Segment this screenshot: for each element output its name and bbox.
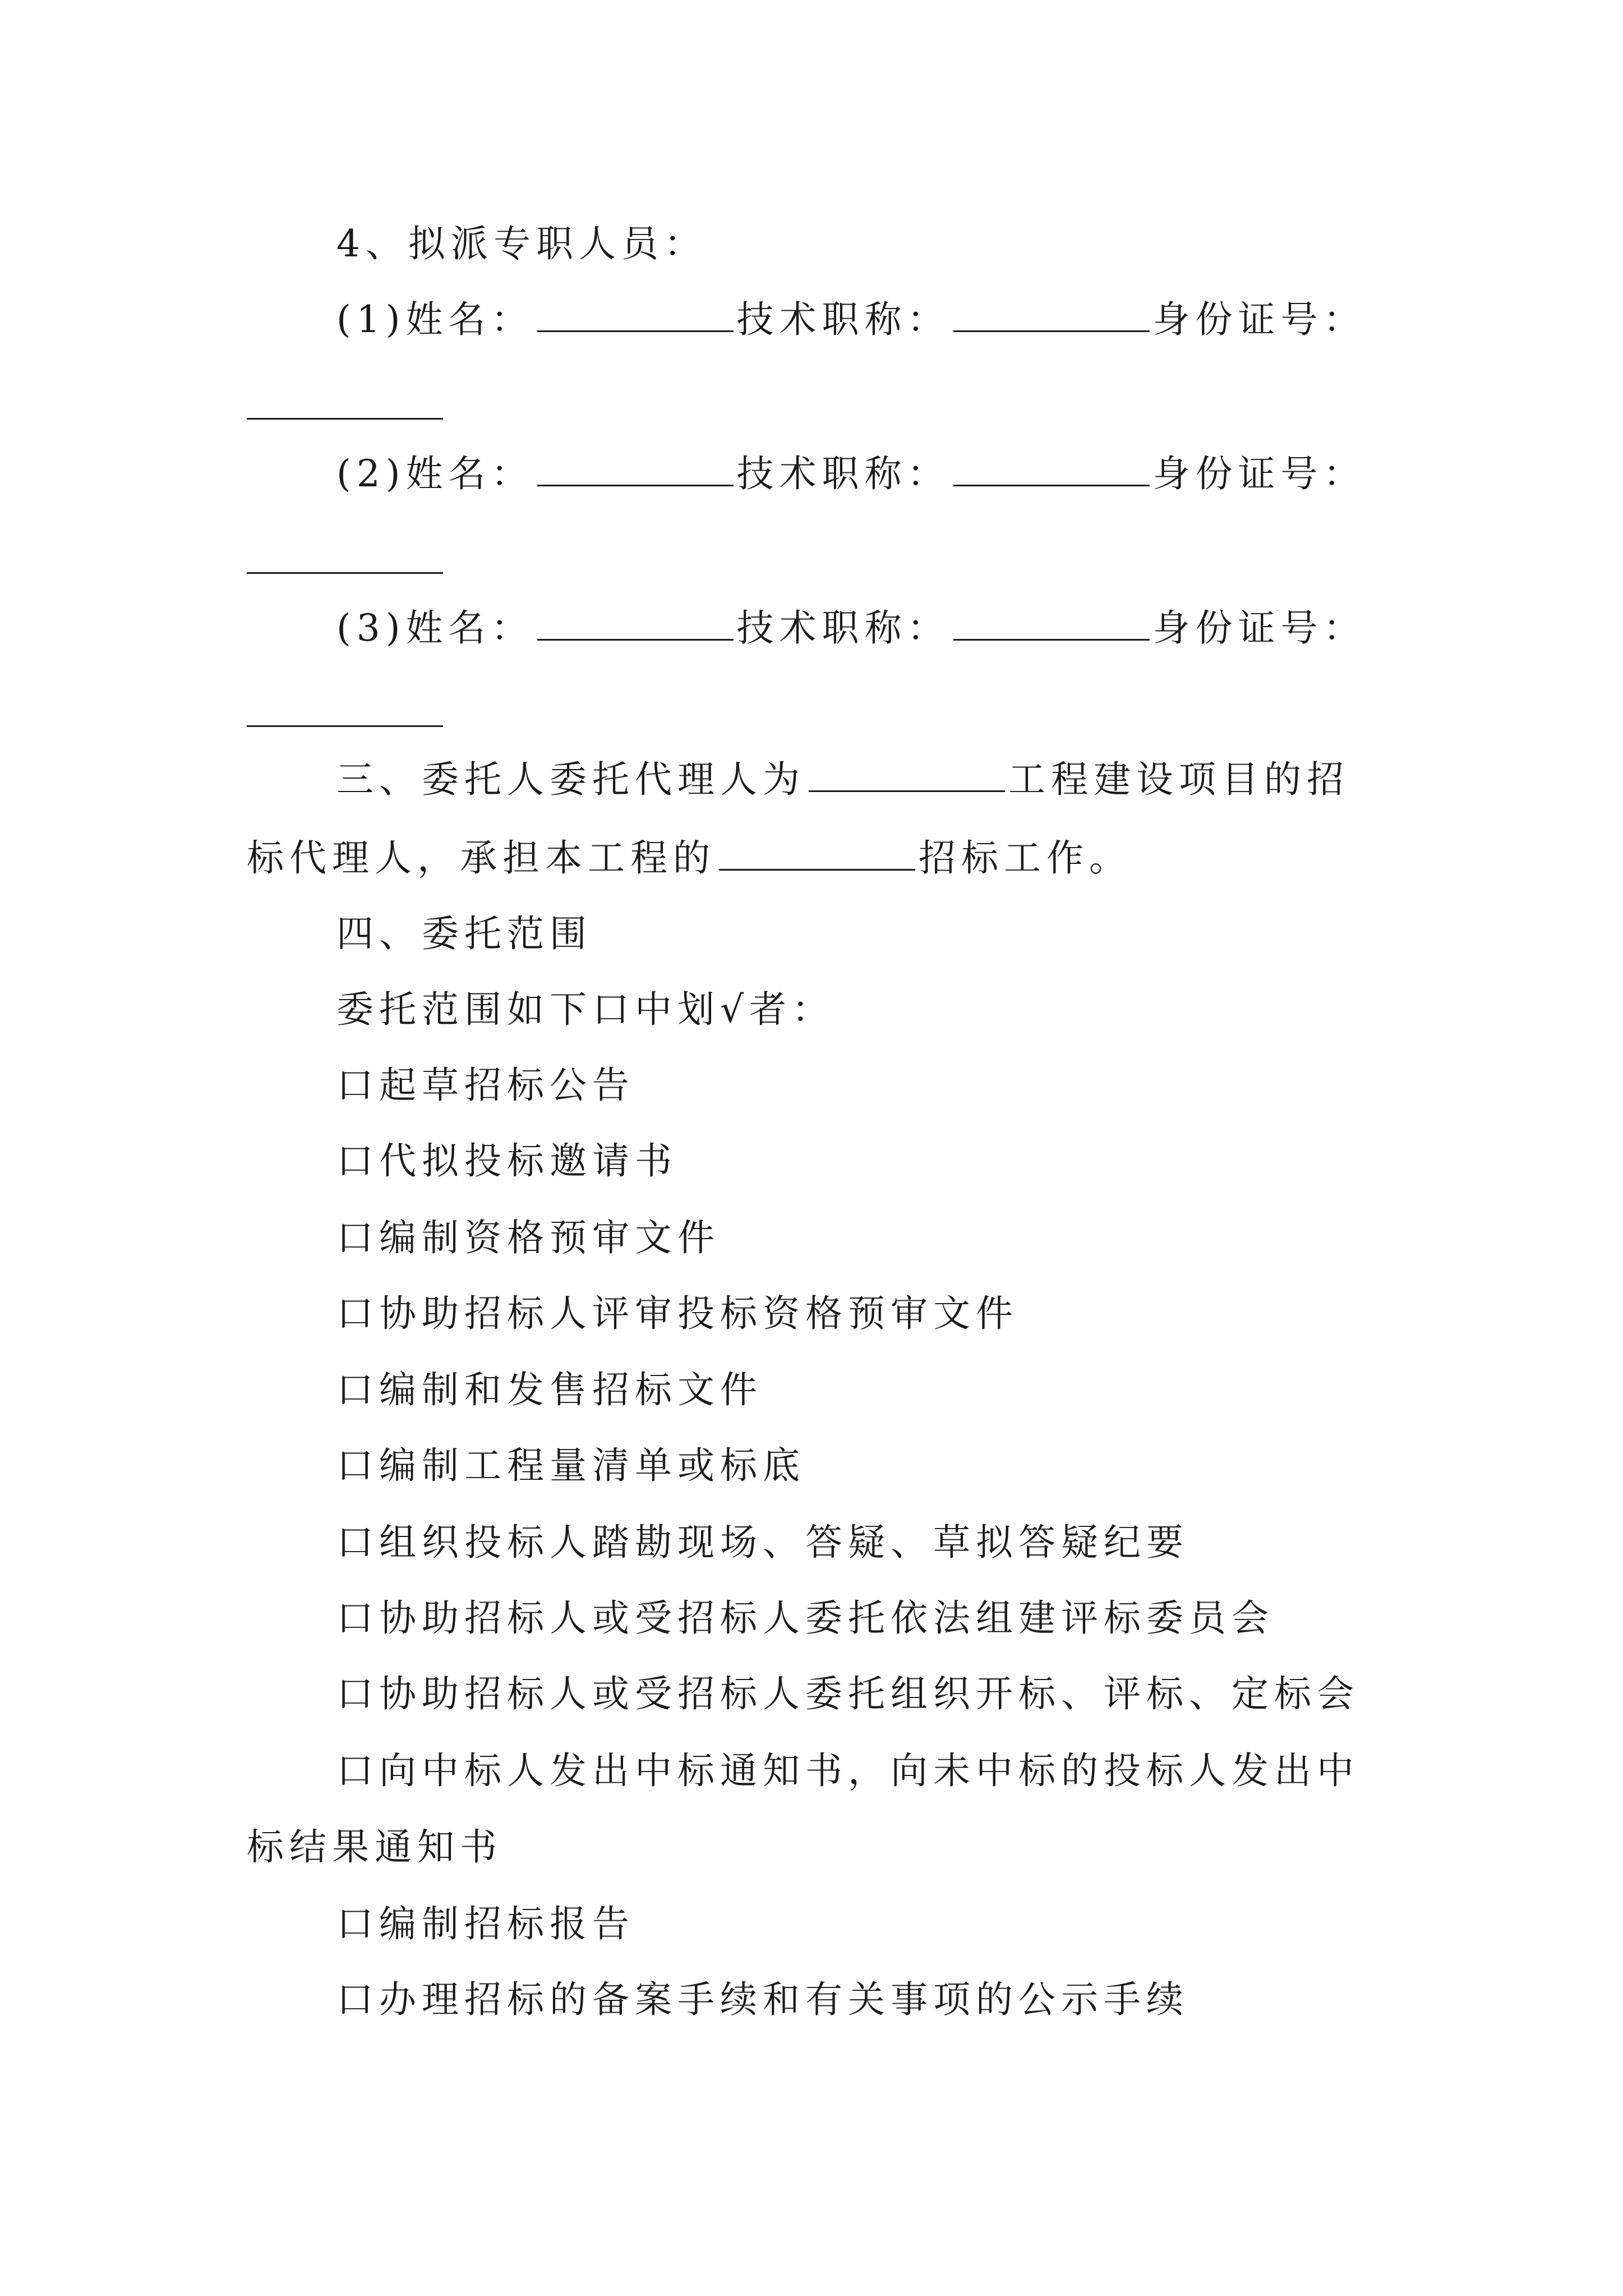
scope-item-wrap-1: 口向中标人发出中标通知书，向未中标的投标人发出中 xyxy=(336,1749,1359,1792)
section3-text-1: 三、委托人委托代理人为 xyxy=(336,758,805,801)
id-blank[interactable] xyxy=(247,725,443,727)
person-prefix: (1) xyxy=(336,298,406,341)
person-prefix: (3) xyxy=(336,606,406,650)
name-blank[interactable] xyxy=(537,605,734,641)
section3-text-4: 招标工作。 xyxy=(919,836,1132,880)
scope-item: 口协助招标人评审投标资格预审文件 xyxy=(336,1292,1018,1335)
section3-text-3: 标代理人，承担本工程的 xyxy=(247,836,716,880)
scope-item: 口编制和发售招标文件 xyxy=(336,1368,763,1411)
project-blank[interactable] xyxy=(809,757,1005,792)
id-label: 身份证号： xyxy=(1152,452,1366,495)
scope-item-wrap-2: 标结果通知书 xyxy=(247,1825,502,1869)
name-label: 姓名： xyxy=(405,606,534,650)
title-blank[interactable] xyxy=(953,297,1150,332)
scope-item: 口协助招标人或受招标人委托组织开标、评标、定标会 xyxy=(336,1672,1359,1715)
person-row-2 xyxy=(336,446,1366,502)
scope-item: 口协助招标人或受招标人委托依法组建评标委员会 xyxy=(336,1596,1274,1640)
scope-item: 口代拟投标邀请书 xyxy=(336,1139,677,1182)
scope-blank[interactable] xyxy=(719,835,915,871)
id-label: 身份证号： xyxy=(1152,298,1366,341)
section3-line1 xyxy=(336,752,1349,808)
scope-item: 口编制资格预审文件 xyxy=(336,1216,720,1259)
scope-item: 口编制工程量清单或标底 xyxy=(336,1444,805,1487)
name-label: 姓名： xyxy=(405,298,534,341)
title-label: 技术职称： xyxy=(736,452,950,495)
scope-intro: 委托范围如下口中划√者： xyxy=(336,988,835,1031)
title-blank[interactable] xyxy=(953,451,1150,486)
person-prefix: (2) xyxy=(336,452,406,495)
id-label: 身份证号： xyxy=(1152,606,1366,650)
name-blank[interactable] xyxy=(537,297,734,332)
section3-text-2: 工程建设项目的招 xyxy=(1008,758,1349,801)
scope-item: 口组织投标人踏勘现场、答疑、草拟答疑纪要 xyxy=(336,1521,1189,1564)
section4-heading: 四、委托范围 xyxy=(336,912,592,955)
person-row-3 xyxy=(336,600,1366,656)
name-label: 姓名： xyxy=(405,452,534,495)
scope-item: 口起草招标公告 xyxy=(336,1064,635,1107)
section3-line2 xyxy=(247,830,1132,886)
name-blank[interactable] xyxy=(537,451,734,486)
title-label: 技术职称： xyxy=(736,298,950,341)
id-blank[interactable] xyxy=(247,572,443,574)
title-blank[interactable] xyxy=(953,605,1150,641)
person-row-1 xyxy=(336,292,1366,348)
scope-item: 口编制招标报告 xyxy=(336,1902,635,1945)
id-blank[interactable] xyxy=(247,418,443,420)
scope-item: 口办理招标的备案手续和有关事项的公示手续 xyxy=(336,1978,1189,2021)
title-label: 技术职称： xyxy=(736,606,950,650)
item4-heading: 4、拟派专职人员： xyxy=(336,222,707,265)
